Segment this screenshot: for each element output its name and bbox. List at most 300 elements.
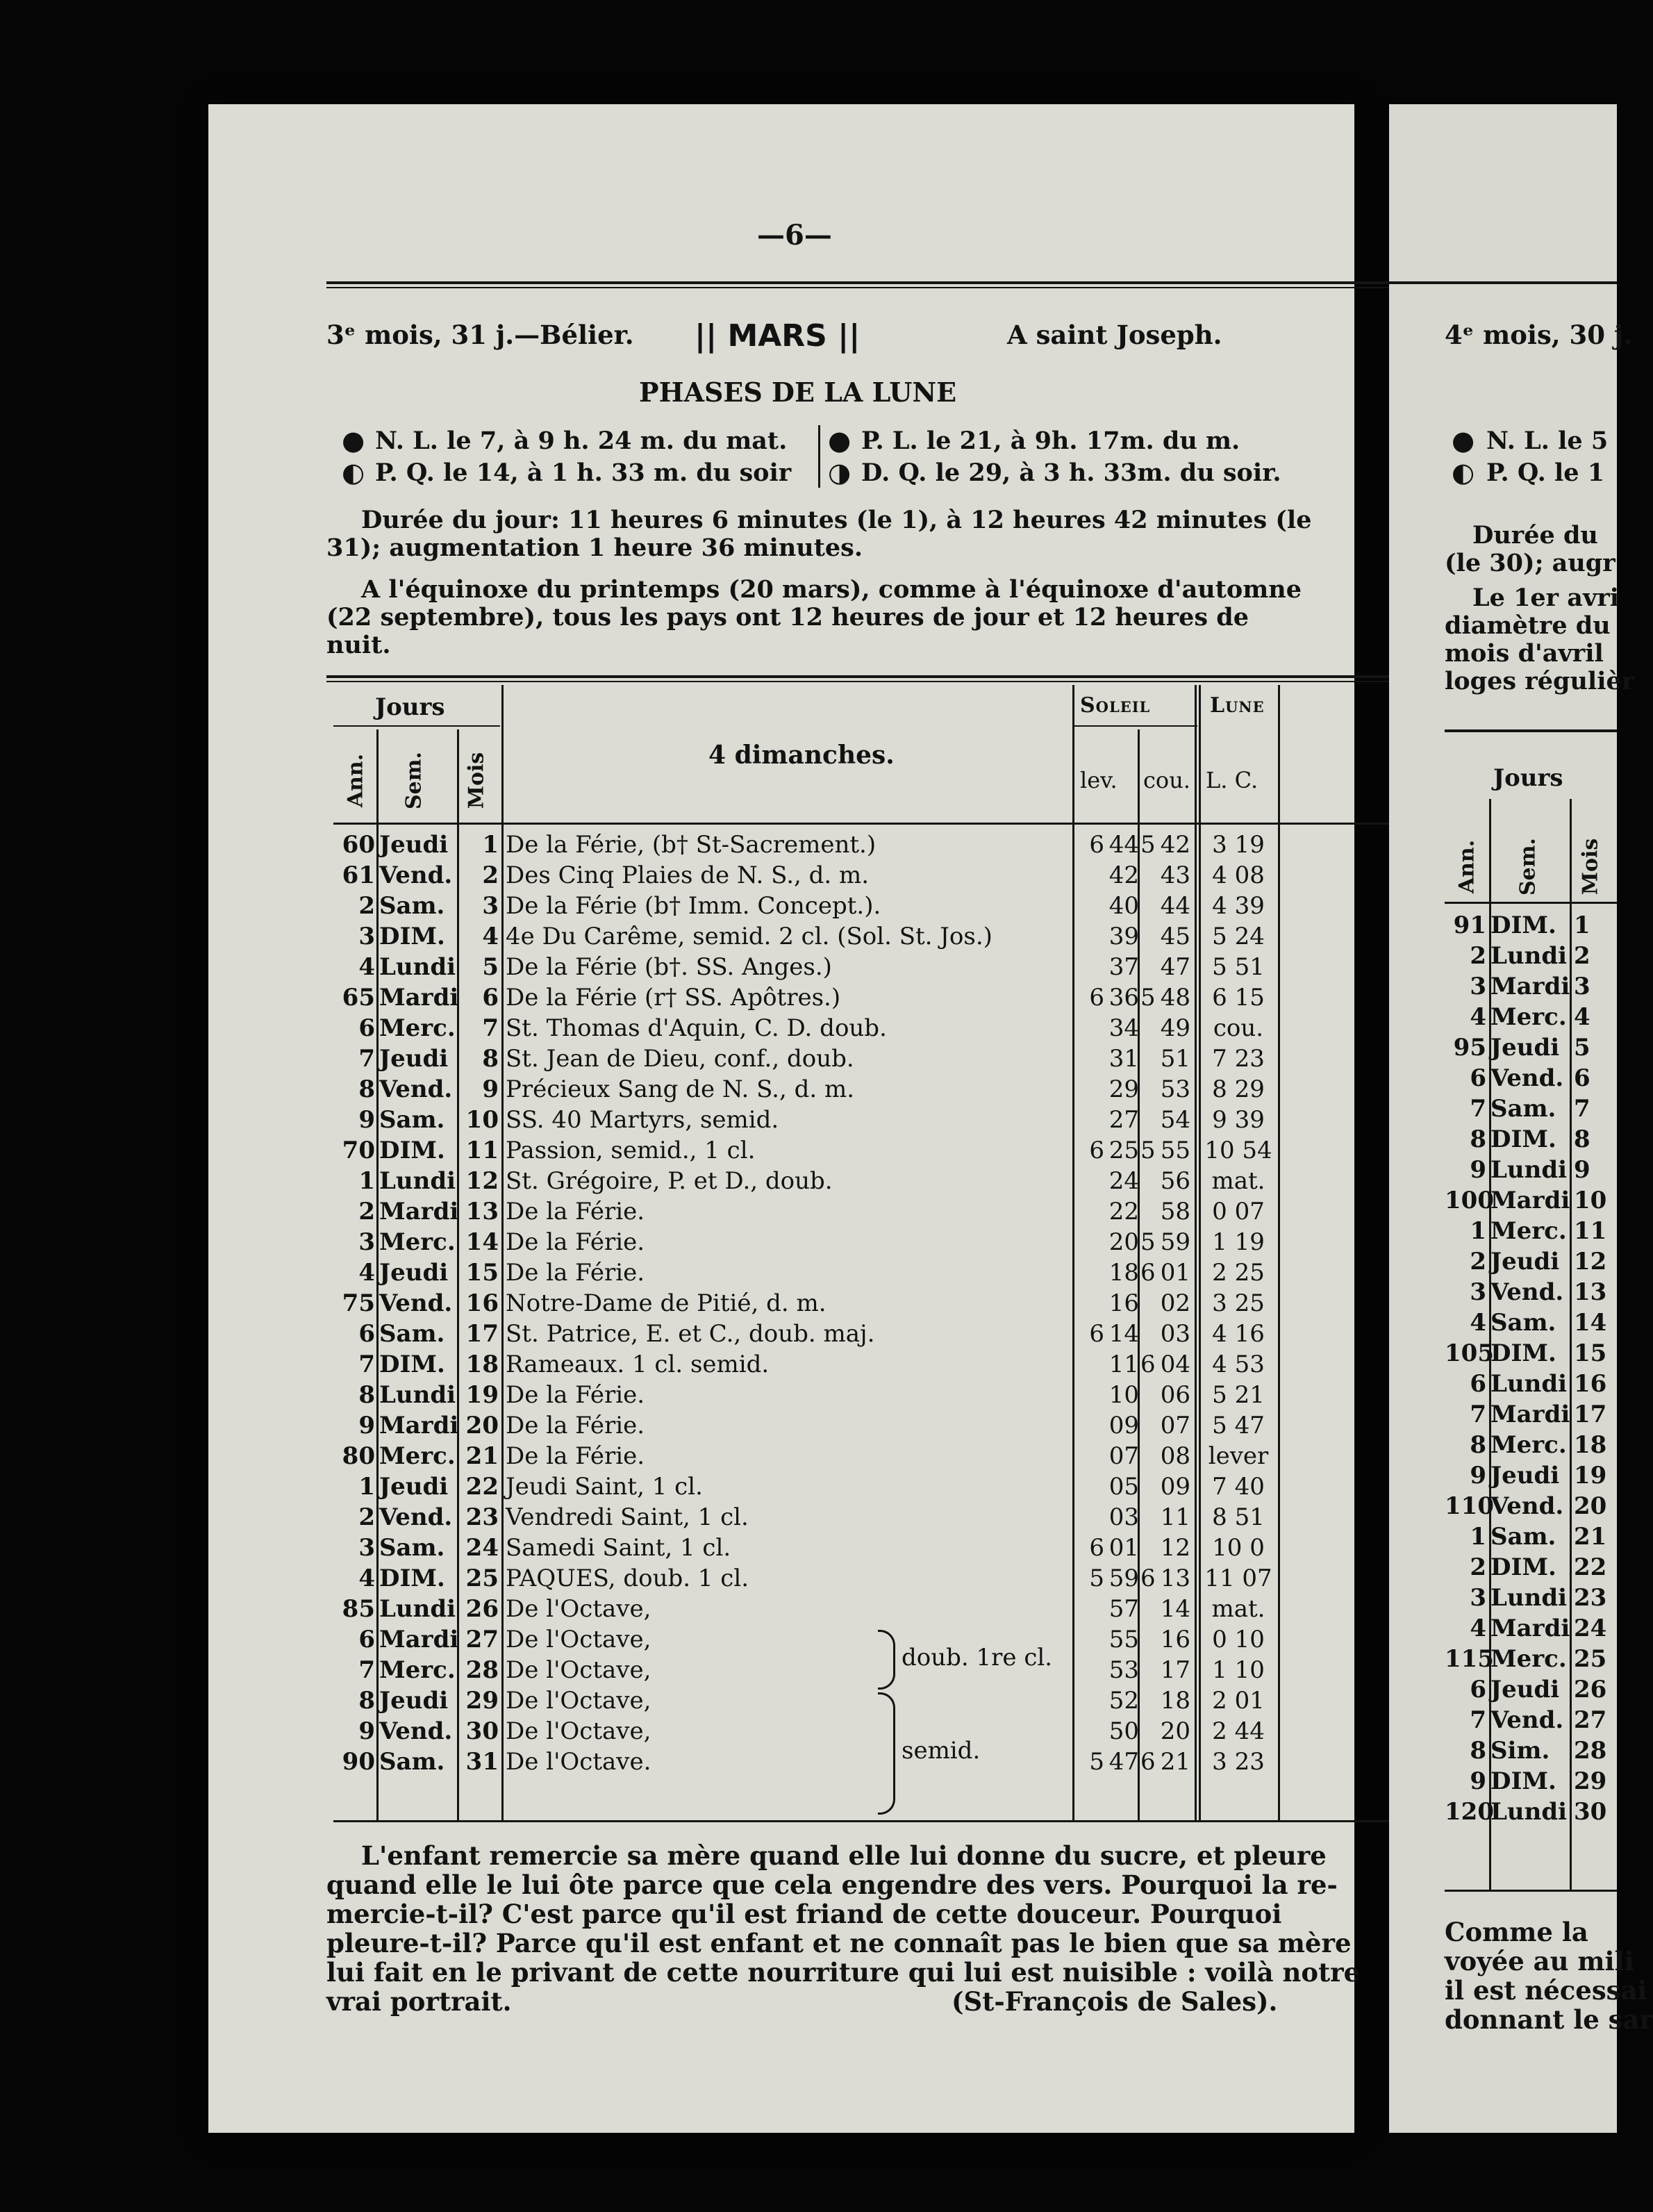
sunrise-minute-cell: 47 — [1108, 1748, 1139, 1776]
header-sem: Sem. — [401, 752, 426, 809]
feast-cell: De l'Octave. — [506, 1748, 651, 1776]
month-day-cell: 21 — [465, 1442, 499, 1470]
next-new-moon-icon: ● — [1452, 425, 1475, 456]
moon-cell: 3 25 — [1212, 1289, 1265, 1317]
table-row — [333, 1685, 1500, 1716]
month-day-cell: 2 — [1574, 942, 1590, 970]
moon-cell: cou. — [1213, 1014, 1264, 1042]
annee-cell: 115 — [1445, 1645, 1494, 1673]
footer-line-2: quand elle le lui ôte parce que cela engendre des vers. Pourquoi la re- — [326, 1870, 1338, 1900]
annee-cell: 110 — [1445, 1492, 1494, 1520]
month-day-cell: 22 — [1574, 1553, 1607, 1581]
table-row — [1445, 971, 1625, 1002]
annee-cell: 4 — [358, 1259, 375, 1287]
weekday-cell: Mardi — [1490, 1401, 1570, 1428]
weekday-cell: DIM. — [1490, 1125, 1556, 1153]
sunrise-minute-cell: 16 — [1108, 1289, 1139, 1317]
moon-cell: 9 39 — [1212, 1106, 1265, 1134]
soleil-underline — [1074, 725, 1197, 727]
sunrise-minute-cell: 10 — [1108, 1381, 1139, 1409]
month-day-cell: 27 — [1574, 1706, 1607, 1734]
moon-cell: 2 25 — [1212, 1259, 1265, 1287]
annee-cell: 65 — [342, 984, 375, 1012]
annee-cell: 95 — [1453, 1034, 1486, 1062]
next-footer-1: Comme la — [1445, 1917, 1588, 1947]
sunrise-minute-cell: 59 — [1108, 1565, 1139, 1592]
annee-cell: 105 — [1445, 1339, 1494, 1367]
month-day-cell: 19 — [465, 1381, 499, 1409]
table-row — [1445, 1644, 1625, 1674]
feast-cell: SS. 40 Martyrs, semid. — [506, 1106, 779, 1134]
weekday-cell: Merc. — [379, 1442, 456, 1470]
next-footer-4: donnant le sar — [1445, 2004, 1653, 2035]
sunrise-minute-cell: 52 — [1108, 1687, 1139, 1715]
moon-cell: 8 51 — [1212, 1503, 1265, 1531]
sunset-minute-cell: 45 — [1160, 923, 1190, 950]
table-row — [333, 1349, 1500, 1380]
month-day-cell: 6 — [1574, 1064, 1590, 1092]
annee-cell: 3 — [1470, 973, 1486, 1000]
table-top-rule — [326, 675, 1500, 678]
annee-cell: 9 — [358, 1412, 375, 1439]
next-footer-2: voyée au mili — [1445, 1946, 1634, 1976]
annee-cell: 8 — [358, 1075, 375, 1103]
sunset-minute-cell: 12 — [1160, 1534, 1190, 1562]
sunset-minute-cell: 18 — [1160, 1687, 1190, 1715]
sunset-minute-cell: 04 — [1160, 1351, 1190, 1378]
sunrise-minute-cell: 27 — [1108, 1106, 1139, 1134]
next-header-sem: Sem. — [1515, 838, 1540, 895]
annee-cell: 70 — [342, 1137, 375, 1164]
month-day-cell: 28 — [465, 1656, 499, 1684]
feast-cell: Passion, semid., 1 cl. — [506, 1137, 756, 1164]
table-row — [1445, 1583, 1625, 1613]
sunrise-minute-cell: 36 — [1108, 984, 1139, 1012]
month-day-cell: 24 — [1574, 1615, 1607, 1642]
table-row — [1445, 1307, 1625, 1338]
weekday-cell: DIM. — [1490, 1339, 1556, 1367]
month-day-cell: 13 — [1574, 1278, 1607, 1306]
month-day-cell: 3 — [1574, 973, 1590, 1000]
weekday-cell: Vend. — [379, 1503, 453, 1531]
weekday-cell: Vend. — [1490, 1492, 1564, 1520]
sunrise-minute-cell: 07 — [1108, 1442, 1139, 1470]
annee-cell: 2 — [358, 1198, 375, 1225]
weekday-cell: Sam. — [379, 1106, 445, 1134]
month-day-cell: 8 — [1574, 1125, 1590, 1153]
next-phase-1: N. L. le 5 — [1486, 427, 1609, 455]
sunset-minute-cell: 08 — [1160, 1442, 1190, 1470]
moon-cell: 10 0 — [1212, 1534, 1265, 1562]
moon-cell: 4 08 — [1212, 861, 1265, 889]
table-row — [1445, 941, 1625, 971]
sunset-hour-cell: 5 — [1140, 831, 1156, 859]
table-row — [1445, 1430, 1625, 1460]
table-row — [1445, 1705, 1625, 1735]
sunset-minute-cell: 48 — [1160, 984, 1190, 1012]
month-day-cell: 30 — [1574, 1798, 1607, 1826]
weekday-cell: DIM. — [1490, 1553, 1556, 1581]
month-day-cell: 19 — [1574, 1462, 1607, 1489]
sunrise-minute-cell: 18 — [1108, 1259, 1139, 1287]
sunset-minute-cell: 14 — [1160, 1595, 1190, 1623]
sunset-hour-cell: 6 — [1140, 1351, 1156, 1378]
header-lune: Lune — [1210, 693, 1265, 718]
month-day-cell: 31 — [465, 1748, 499, 1776]
sunrise-hour-cell: 5 — [1089, 1748, 1104, 1776]
table-row — [1445, 1063, 1625, 1093]
sunrise-hour-cell: 5 — [1089, 1565, 1104, 1592]
table-row — [333, 1074, 1500, 1105]
weekday-cell: DIM. — [379, 1565, 445, 1592]
next-table-bottom-rule — [1445, 1890, 1617, 1892]
annee-cell: 4 — [358, 1565, 375, 1592]
next-phase-2: P. Q. le 1 — [1486, 459, 1605, 487]
footer-line-4: pleure-t-il? Parce qu'il est enfant et ne connaît pas le bien que sa mère — [326, 1928, 1352, 1958]
month-day-cell: 3 — [482, 892, 499, 920]
weekday-cell: Lundi — [379, 953, 456, 981]
moon-cell: 2 01 — [1212, 1687, 1265, 1715]
feast-cell: De la Férie. — [506, 1381, 645, 1409]
table-row — [1445, 1277, 1625, 1307]
header-lc: L. C. — [1206, 767, 1259, 793]
weekday-cell: Vend. — [1490, 1706, 1564, 1734]
month-day-cell: 12 — [1574, 1248, 1607, 1276]
next-page — [1389, 104, 1653, 2133]
month-day-cell: 8 — [482, 1045, 499, 1073]
almanac-page — [208, 104, 1361, 2133]
next-table-top-rule — [1445, 729, 1617, 732]
month-day-cell: 22 — [465, 1473, 499, 1501]
weekday-cell: DIM. — [1490, 1767, 1556, 1795]
table-row — [1445, 1797, 1625, 1827]
moon-cell: 5 47 — [1212, 1412, 1265, 1439]
first-quarter-icon: ◐ — [342, 457, 365, 488]
weekday-cell: Sam. — [379, 1320, 445, 1348]
table-row — [1445, 1124, 1625, 1155]
moon-cell: 4 39 — [1212, 892, 1265, 920]
header-left: 3ᵉ mois, 31 j.—Bélier. — [326, 320, 634, 350]
sunset-minute-cell: 51 — [1160, 1045, 1190, 1073]
month-day-cell: 23 — [465, 1503, 499, 1531]
month-day-cell: 15 — [465, 1259, 499, 1287]
feast-cell: De la Férie (b†. SS. Anges.) — [506, 953, 832, 981]
annee-cell: 120 — [1445, 1798, 1494, 1826]
moon-cell: 2 44 — [1212, 1717, 1265, 1745]
month-day-cell: 2 — [482, 861, 499, 889]
sunrise-minute-cell: 14 — [1108, 1320, 1139, 1348]
sunrise-minute-cell: 01 — [1108, 1534, 1139, 1562]
sunrise-hour-cell: 6 — [1089, 984, 1104, 1012]
feast-cell: St. Thomas d'Aquin, C. D. doub. — [506, 1014, 887, 1042]
feast-cell: Samedi Saint, 1 cl. — [506, 1534, 731, 1562]
equinox-line3: nuit. — [326, 631, 391, 659]
weekday-cell: DIM. — [1490, 911, 1556, 939]
month-day-cell: 26 — [1574, 1676, 1607, 1703]
table-row — [333, 891, 1500, 921]
weekday-cell: Vend. — [1490, 1064, 1564, 1092]
table-row — [1445, 1399, 1625, 1430]
header-dimanches: 4 dimanches. — [708, 741, 895, 770]
feast-cell: De la Férie. — [506, 1412, 645, 1439]
weekday-cell: Vend. — [379, 1075, 453, 1103]
weekday-cell: Vend. — [1490, 1278, 1564, 1306]
weekday-cell: Jeudi — [1490, 1248, 1560, 1276]
month-day-cell: 25 — [465, 1565, 499, 1592]
sunset-minute-cell: 43 — [1160, 861, 1190, 889]
jours-underline — [333, 725, 500, 727]
table-row — [1445, 1246, 1625, 1277]
annee-cell: 2 — [1470, 942, 1486, 970]
sunset-minute-cell: 42 — [1160, 831, 1190, 859]
annee-cell: 3 — [1470, 1584, 1486, 1612]
weekday-cell: Sam. — [1490, 1309, 1556, 1337]
annee-cell: 1 — [358, 1167, 375, 1195]
moon-cell: 3 23 — [1212, 1748, 1265, 1776]
month-day-cell: 5 — [1574, 1034, 1590, 1062]
month-day-cell: 9 — [482, 1075, 499, 1103]
weekday-cell: Merc. — [1490, 1003, 1567, 1031]
weekday-cell: Merc. — [379, 1014, 456, 1042]
weekday-cell: Mardi — [1490, 1187, 1570, 1214]
feast-cell: De la Férie (b† Imm. Concept.). — [506, 892, 881, 920]
month-day-cell: 11 — [1574, 1217, 1607, 1245]
annee-cell: 9 — [1470, 1462, 1486, 1489]
table-row — [333, 1227, 1500, 1257]
table-row — [333, 1502, 1500, 1533]
next-header-left: 4ᵉ mois, 30 j. — [1445, 320, 1633, 350]
feast-cell: PAQUES, doub. 1 cl. — [506, 1565, 749, 1592]
header-mois: Mois — [464, 752, 489, 809]
sunset-minute-cell: 21 — [1160, 1748, 1190, 1776]
feast-cell: De la Férie. — [506, 1228, 645, 1256]
feast-cell: Notre-Dame de Pitié, d. m. — [506, 1289, 826, 1317]
new-moon-icon: ● — [342, 425, 365, 456]
feast-cell: De l'Octave, — [506, 1595, 651, 1623]
weekday-cell: Merc. — [1490, 1217, 1567, 1245]
weekday-cell: Jeudi — [1490, 1676, 1560, 1703]
annee-cell: 2 — [1470, 1248, 1486, 1276]
next-first-quarter-icon: ◐ — [1452, 457, 1475, 488]
feast-cell: De l'Octave, — [506, 1626, 651, 1653]
table-row — [1445, 1093, 1625, 1124]
table-row — [333, 921, 1500, 952]
next-footer-3: il est nécessai — [1445, 1975, 1647, 2006]
next-text-2: (le 30); augr — [1445, 549, 1615, 577]
annee-cell: 8 — [1470, 1431, 1486, 1459]
table-row — [333, 1288, 1500, 1319]
table-row — [333, 1410, 1500, 1441]
weekday-cell: Jeudi — [379, 1259, 449, 1287]
table-row — [1445, 1032, 1625, 1063]
feast-cell: St. Patrice, E. et C., doub. maj. — [506, 1320, 875, 1348]
sunrise-minute-cell: 29 — [1108, 1075, 1139, 1103]
annee-cell: 9 — [1470, 1767, 1486, 1795]
annee-cell: 7 — [358, 1045, 375, 1073]
annee-cell: 7 — [1470, 1095, 1486, 1123]
sunset-hour-cell: 6 — [1140, 1565, 1156, 1592]
annee-cell: 3 — [358, 1228, 375, 1256]
header-soleil: Soleil — [1080, 693, 1151, 718]
weekday-cell: DIM. — [379, 1351, 445, 1378]
sunset-hour-cell: 6 — [1140, 1259, 1156, 1287]
annee-cell: 1 — [358, 1473, 375, 1501]
annee-cell: 6 — [358, 1014, 375, 1042]
month-day-cell: 11 — [465, 1137, 499, 1164]
month-day-cell: 13 — [465, 1198, 499, 1225]
feast-cell: Jeudi Saint, 1 cl. — [506, 1473, 703, 1501]
moon-cell: 1 19 — [1212, 1228, 1265, 1256]
table-row — [333, 1043, 1500, 1074]
weekday-cell: Vend. — [379, 1717, 453, 1745]
sunrise-minute-cell: 05 — [1108, 1473, 1139, 1501]
table-row — [333, 1471, 1500, 1502]
month-day-cell: 26 — [465, 1595, 499, 1623]
top-rule-thin — [326, 287, 1500, 288]
weekday-cell: Lundi — [1490, 1156, 1568, 1184]
weekday-cell: DIM. — [379, 1137, 445, 1164]
annee-cell: 6 — [1470, 1370, 1486, 1398]
next-header-jours: Jours — [1493, 764, 1563, 792]
annee-cell: 90 — [342, 1748, 375, 1776]
brace-octave-1 — [878, 1630, 895, 1690]
phase-last-quarter: D. Q. le 29, à 3 h. 33m. du soir. — [861, 459, 1281, 487]
feast-cell: De l'Octave, — [506, 1717, 651, 1745]
annee-cell: 1 — [1470, 1523, 1486, 1551]
weekday-cell: Sim. — [1490, 1737, 1550, 1765]
table-row — [1445, 1674, 1625, 1705]
weekday-cell: Jeudi — [379, 831, 449, 859]
sunrise-minute-cell: 50 — [1108, 1717, 1139, 1745]
month-day-cell: 10 — [465, 1106, 499, 1134]
month-day-cell: 7 — [1574, 1095, 1590, 1123]
table-row — [333, 1319, 1500, 1349]
feast-cell: Des Cinq Plaies de N. S., d. m. — [506, 861, 870, 889]
month-day-cell: 20 — [1574, 1492, 1607, 1520]
sunset-hour-cell: 5 — [1140, 1228, 1156, 1256]
sunrise-hour-cell: 6 — [1089, 831, 1104, 859]
annee-cell: 91 — [1453, 911, 1486, 939]
month-day-cell: 16 — [465, 1289, 499, 1317]
feast-cell: De la Férie. — [506, 1442, 645, 1470]
weekday-cell: Lundi — [379, 1167, 456, 1195]
next-header-mois: Mois — [1578, 838, 1603, 895]
month-day-cell: 30 — [465, 1717, 499, 1745]
sunset-minute-cell: 53 — [1160, 1075, 1190, 1103]
weekday-cell: Merc. — [1490, 1645, 1567, 1673]
weekday-cell: DIM. — [379, 923, 445, 950]
sunrise-minute-cell: 22 — [1108, 1198, 1139, 1225]
brace-label-2: semid. — [902, 1737, 981, 1765]
sunset-minute-cell: 13 — [1160, 1565, 1190, 1592]
month-day-cell: 5 — [482, 953, 499, 981]
sunrise-minute-cell: 55 — [1108, 1626, 1139, 1653]
annee-cell: 3 — [358, 923, 375, 950]
sunset-minute-cell: 03 — [1160, 1320, 1190, 1348]
month-day-cell: 4 — [482, 923, 499, 950]
table-row — [333, 1441, 1500, 1471]
footer-line-5: lui fait en le privant de cette nourriture qui lui est nuisible : voilà notre — [326, 1957, 1361, 1988]
month-day-cell: 16 — [1574, 1370, 1607, 1398]
table-row — [333, 1594, 1500, 1624]
moon-cell: 6 15 — [1212, 984, 1265, 1012]
sunset-minute-cell: 54 — [1160, 1106, 1190, 1134]
table-row — [333, 952, 1500, 982]
weekday-cell: Jeudi — [379, 1045, 449, 1073]
weekday-cell: Merc. — [379, 1228, 456, 1256]
weekday-cell: Lundi — [1490, 1584, 1568, 1612]
sunrise-minute-cell: 25 — [1108, 1137, 1139, 1164]
weekday-cell: Sam. — [1490, 1095, 1556, 1123]
sunset-minute-cell: 47 — [1160, 953, 1190, 981]
equinox-line2: (22 septembre), tous les pays ont 12 heures de jour et 12 heures de — [326, 603, 1249, 632]
annee-cell: 7 — [1470, 1706, 1486, 1734]
weekday-cell: Jeudi — [379, 1473, 449, 1501]
annee-cell: 6 — [1470, 1676, 1486, 1703]
table-row — [1445, 1491, 1625, 1521]
annee-cell: 6 — [1470, 1064, 1486, 1092]
annee-cell: 60 — [342, 831, 375, 859]
feast-cell: 4e Du Carême, semid. 2 cl. (Sol. St. Jos.) — [506, 923, 992, 950]
sunrise-minute-cell: 37 — [1108, 953, 1139, 981]
next-text-1: Durée du — [1472, 521, 1598, 550]
annee-cell: 2 — [358, 892, 375, 920]
month-day-cell: 17 — [1574, 1401, 1607, 1428]
table-row — [333, 1380, 1500, 1410]
moon-cell: 4 53 — [1212, 1351, 1265, 1378]
sunrise-minute-cell: 11 — [1108, 1351, 1139, 1378]
annee-cell: 4 — [1470, 1615, 1486, 1642]
moon-cell: 5 21 — [1212, 1381, 1265, 1409]
next-top-rule — [1389, 281, 1617, 284]
annee-cell: 9 — [358, 1717, 375, 1745]
moon-cell: 5 24 — [1212, 923, 1265, 950]
next-text-6: loges régulièr — [1445, 667, 1635, 695]
table-row — [333, 1196, 1500, 1227]
full-moon-icon: ● — [828, 425, 852, 456]
table-bottom-rule — [333, 1820, 1500, 1822]
sunrise-minute-cell: 24 — [1108, 1167, 1139, 1195]
weekday-cell: Vend. — [379, 861, 453, 889]
annee-cell: 3 — [1470, 1278, 1486, 1306]
weekday-cell: Lundi — [1490, 1798, 1568, 1826]
weekday-cell: Mardi — [1490, 1615, 1570, 1642]
sunrise-minute-cell: 03 — [1108, 1503, 1139, 1531]
sunset-minute-cell: 49 — [1160, 1014, 1190, 1042]
table-row — [333, 830, 1500, 860]
feast-cell: St. Jean de Dieu, conf., doub. — [506, 1045, 854, 1073]
month-day-cell: 14 — [465, 1228, 499, 1256]
next-text-5: mois d'avril — [1445, 639, 1604, 668]
weekday-cell: Sam. — [379, 1534, 445, 1562]
month-day-cell: 25 — [1574, 1645, 1607, 1673]
footer-line-1: L'enfant remercie sa mère quand elle lui donne du sucre, et pleure — [361, 1840, 1327, 1871]
moon-cell: 5 51 — [1212, 953, 1265, 981]
moon-cell: 10 54 — [1204, 1137, 1272, 1164]
moon-cell: 8 29 — [1212, 1075, 1265, 1103]
table-row — [333, 1135, 1500, 1166]
feast-cell: De la Férie. — [506, 1259, 645, 1287]
next-header-ann: Ann. — [1454, 839, 1479, 894]
header-ann: Ann. — [343, 753, 368, 808]
month-day-cell: 9 — [1574, 1156, 1590, 1184]
next-text-3: Le 1er avri — [1472, 584, 1620, 612]
header-lev: lev. — [1080, 767, 1118, 793]
feast-cell: Vendredi Saint, 1 cl. — [506, 1503, 749, 1531]
phase-full-moon: P. L. le 21, à 9h. 17m. du m. — [861, 427, 1240, 455]
sunrise-minute-cell: 53 — [1108, 1656, 1139, 1684]
feast-cell: Rameaux. 1 cl. semid. — [506, 1351, 770, 1378]
